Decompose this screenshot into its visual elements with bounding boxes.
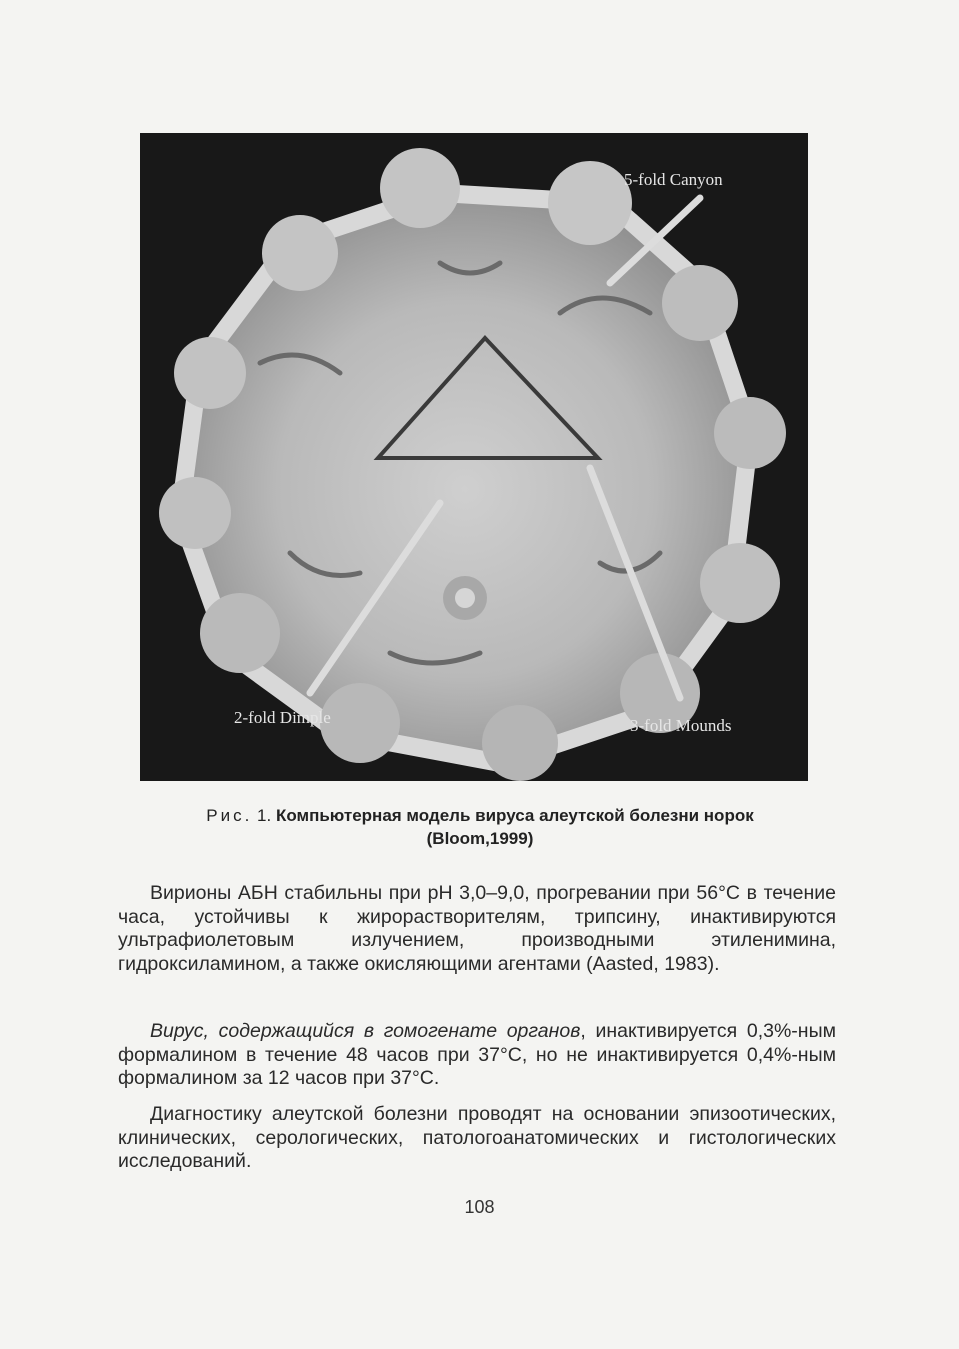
virus-model-figure [140, 133, 808, 781]
paragraph-2-text: , инактивируется 0,3%-ным формалином в течение 48 часов при 37°С, но не инактивируется 0,4%-ным формалином за 12 часов при 37°С. [118, 1020, 836, 1089]
label-5-fold-canyon: 5-fold Canyon [624, 170, 723, 189]
page-number: 108 [464, 1197, 495, 1217]
label-3-fold-mounds: 3-fold Mounds [630, 716, 732, 735]
caption-title: Компьютерная модель вируса алеутской болезни норок (Bloom,1999) [275, 806, 754, 848]
caption-number: 1. [257, 806, 272, 825]
paragraph-3 [118, 1103, 836, 1174]
paragraph-3-text: Диагностику алеутской болезни проводят на основании эпизоотических, клинических, серологических, патологоанатомических и гистологических исследований. [118, 1103, 836, 1172]
paragraph-1-text: Вирионы АБН стабильны при рН 3,0–9,0, прогревании при 56°С в течение часа, устойчивы к жирорастворителям, трипсину, инактивируются ультрафиолетовым излучением, производными этиленимина, гидроксиламином, а также окисляющими агентами (Aasted, 1983). [118, 882, 836, 975]
label-2-fold-dimple: 2-fold Dimple [234, 708, 331, 727]
caption-prefix: Рис. [206, 806, 253, 825]
paragraph-2-italic: Вирус, содержащийся в гомогенате органов [150, 1020, 581, 1042]
figure-caption [180, 804, 780, 850]
paragraph-1 [118, 882, 836, 976]
paragraph-2 [118, 1020, 836, 1091]
